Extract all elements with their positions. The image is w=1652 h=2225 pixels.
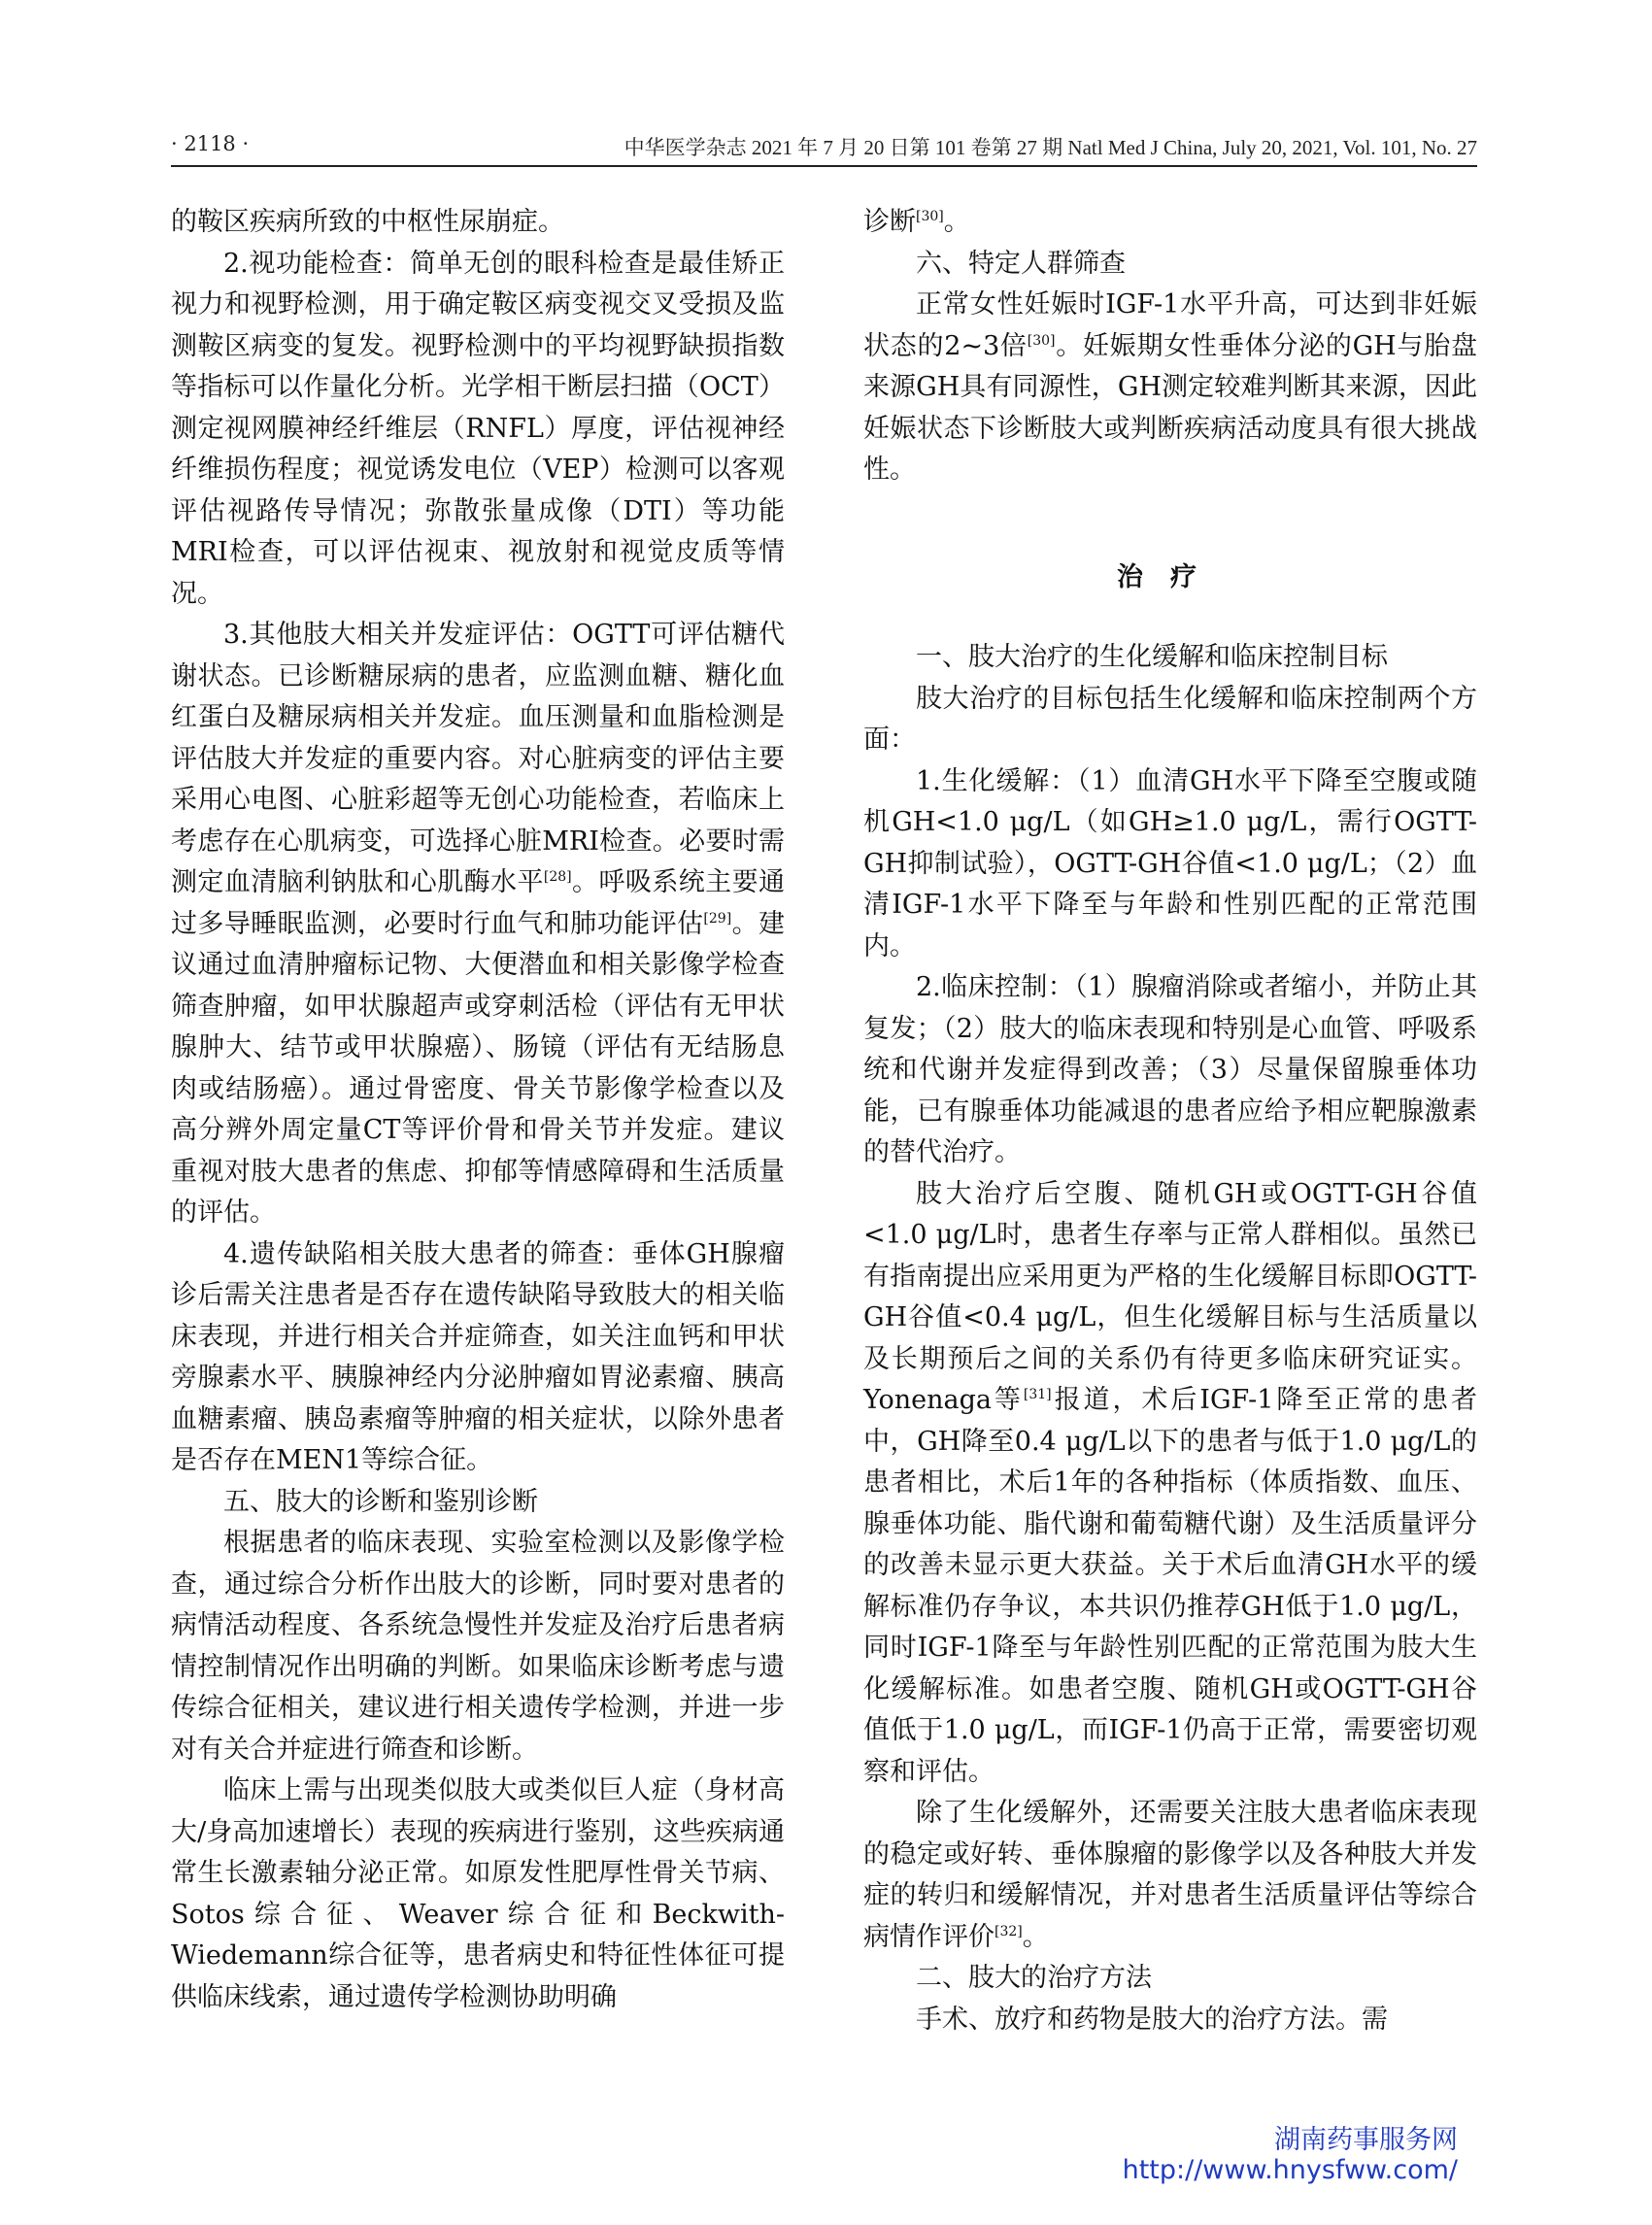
citation: [31] (1023, 1387, 1052, 1402)
spacer (863, 491, 1477, 557)
page-number: · 2118 · (171, 132, 250, 155)
paragraph: 手术、放疗和药物是肢大的治疗方法。需 (916, 2004, 1388, 2035)
watermark-url: http://www.hnysfww.com/ (1122, 2155, 1458, 2185)
paragraph-pregnancy: 正常女性妊娠时IGF-1水平升高，可达到非妊娠状态的2~3倍[30]。妊娠期女性垂体分泌的GH与胎盘来源GH具有同源性，GH测定较难判断其来源，因此妊娠状态下诊断肢大或判断疾病活动度具有很大挑战性。 (863, 289, 1477, 485)
paragraph: 诊断[30]。 (863, 207, 970, 237)
paragraph: 根据患者的临床表现、实验室检测以及影像学检查，通过综合分析作出肢大的诊断，同时要对患者的病情活动程度、各系统急慢性并发症及治疗后患者病情控制情况作出明确的判断。如果临床诊断考虑与遗传综合征相关，建议进行相关遗传学检测，并进一步对有关合并症进行筛查和诊断。 (171, 1528, 785, 1765)
citation: [29] (703, 910, 732, 927)
paragraph: 除了生化缓解外，还需要关注肢大患者临床表现的稳定或好转、垂体腺瘤的影像学以及各种肢大并发症的转归和缓解情况，并对患者生活质量评估等综合病情作评价[32]。 (863, 1798, 1477, 1952)
section-title: 治疗 (1117, 561, 1224, 592)
right-column (863, 202, 1477, 2040)
paragraph-genetic-screening: 4.遗传缺陷相关肢大患者的筛查：垂体GH腺瘤诊后需关注患者是否存在遗传缺陷导致肢大的相关临床表现，并进行相关合并症筛查，如关注血钙和甲状旁腺素水平、胰腺神经内分泌肿瘤如胃泌素瘤、胰高血糖素瘤、胰岛素瘤等肿瘤的相关症状，以除外患者是否存在MEN1等综合征。 (171, 1238, 785, 1475)
paragraph-clinical-control: 2.临床控制：（1）腺瘤消除或者缩小，并防止其复发；（2）肢大的临床表现和特别是心血管、呼吸系统和代谢并发症得到改善；（3）尽量保留腺垂体功能，已有腺垂体功能减退的患者应给予相应靶腺激素的替代治疗。 (863, 972, 1477, 1167)
citation: [28] (543, 869, 572, 885)
subheading-diagnosis: 五、肢大的诊断和鉴别诊断 (223, 1486, 538, 1517)
paragraph-complications: 3.其他肢大相关并发症评估：OGTT可评估糖代谢状态。已诊断糖尿病的患者，应监测血糖、糖化血红蛋白及糖尿病相关并发症。血压测量和血脂检测是评估肢大并发症的重要内容。对心脏病变的评估主要采用心电图、心脏彩超等无创心功能检查，若临床上考虑存在心肌病变，可选择心脏MRI检查。必要时需测定血清脑利钠肽和心肌酶水平[28]。呼吸系统主要通过多导睡眠监测，必要时行血气和肺功能评估[29]。建议通过血清肿瘤标记物、大便潜血和相关影像学检查筛查肿瘤，如甲状腺超声或穿刺活检（评估有无甲状腺肿大、结节或甲状腺癌）、肠镜（评估有无结肠息肉或结肠癌）。通过骨密度、骨关节影像学检查以及高分辨外周定量CT等评价骨和骨关节并发症。建议重视对肢大患者的焦虑、抑郁等情感障碍和生活质量的评估。 (171, 620, 786, 1228)
paragraph-biochemical-remission: 1.生化缓解：（1）血清GH水平下降至空腹或随机GH<1.0 μg/L（如GH≥1.0 μg/L，需行OGTT-GH抑制试验），OGTT-GH谷值<1.0 μg/L；（2）血清IGF-1水平下降至与年龄和性别匹配的正常范围内。 (863, 765, 1477, 961)
subheading-treatment-methods: 二、肢大的治疗方法 (916, 1963, 1152, 1993)
paragraph: 的鞍区疾病所致的中枢性尿崩症。 (171, 207, 564, 237)
paragraph-visual-exam: 2.视功能检查：简单无创的眼科检查是最佳矫正视力和视野检测，用于确定鞍区病变视交叉受损及监测鞍区病变的复发。视野检测中的平均视野缺损指数等指标可以作量化分析。光学相干断层扫描（OCT）测定视网膜神经纤维层（RNFL）厚度，评估视神经纤维损伤程度；视觉诱发电位（VEP）检测可以客观评估视路传导情况；弥散张量成像（DTI）等功能MRI检查，可以评估视束、视放射和视觉皮质等情况。 (171, 248, 785, 609)
citation: [30] (1027, 332, 1056, 349)
header-rule (171, 165, 1477, 167)
journal-citation: 中华医学杂志 2021 年 7 月 20 日第 101 卷第 27 期 Natl Med J China, July 20, 2021, Vol. 101, No. 27 (624, 136, 1477, 159)
subheading-treatment-goals: 一、肢大治疗的生化缓解和临床控制目标 (916, 642, 1388, 672)
watermark-site-name: 湖南药事服务网 (1274, 2125, 1458, 2155)
citation: [32] (995, 1923, 1023, 1939)
subheading-special-population: 六、特定人群筛查 (916, 248, 1126, 279)
citation: [30] (916, 209, 944, 224)
spacer (863, 598, 1477, 637)
paragraph: 肢大治疗的目标包括生化缓解和临床控制两个方面： (863, 683, 1477, 755)
paragraph-differential: 临床上需与出现类似肢大或类似巨人症（身材高大/身高加速增长）表现的疾病进行鉴别，这些疾病通常生长激素轴分泌正常。如原发性肥厚性骨关节病、Sotos综合征、Weaver综合征和Beckwith-Wiedemann综合征等，患者病史和特征性体征可提供临床线索，通过遗传学检测协助明确 (171, 1775, 785, 2012)
left-column (171, 202, 785, 2018)
running-header (171, 132, 1477, 165)
paragraph-remission-criteria: 肢大治疗后空腹、随机GH或OGTT-GH谷值<1.0 μg/L时，患者生存率与正常人群相似。虽然已有指南提出应采用更为严格的生化缓解目标即OGTT-GH谷值<0.4 μg/L，但生化缓解目标与生活质量以及长期预后之间的关系仍有待更多临床研究证实。Yonenaga等[31]报道，术后IGF-1降至正常的患者中，GH降至0.4 μg/L以下的患者与低于1.0 μg/L的患者相比，术后1年的各种指标（体质指数、血压、腺垂体功能、脂代谢和葡萄糖代谢）及生活质量评分的改善未显示更大获益。关于术后血清GH水平的缓解标准仍存争议，本共识仍推荐GH低于1.0 μg/L，同时IGF-1降至与年龄性别匹配的正常范围为肢大生化缓解标准。如患者空腹、随机GH或OGTT-GH谷值低于1.0 μg/L，而IGF-1仍高于正常，需要密切观察和评估。 (863, 1178, 1478, 1787)
